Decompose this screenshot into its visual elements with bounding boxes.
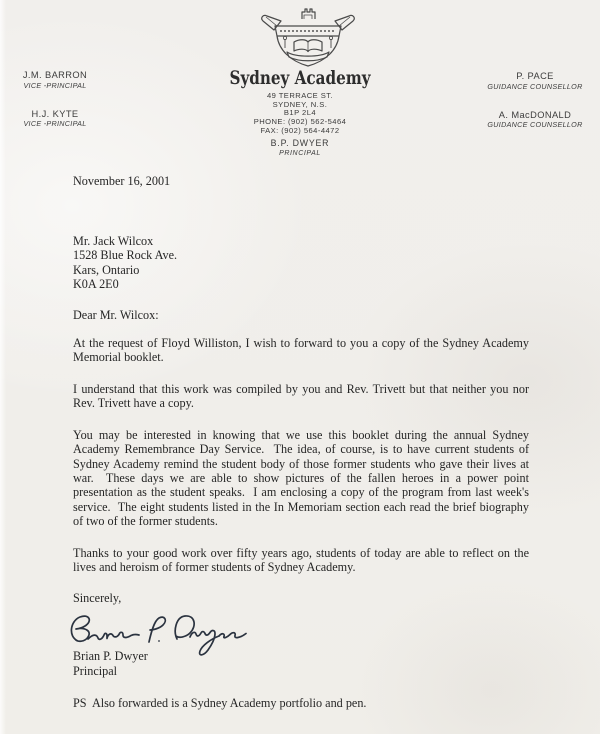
salutation: Dear Mr. Wilcox: <box>73 308 159 322</box>
body-paragraph-3: You may be interested in knowing that we use this booklet during the annual Sydney Academy Remembrance Day Service. The idea, of course, is to have current students of Sydney Academy remind the student body of those former students who gave their lives at war. These days we are able to show pictures of the fallen heroes in a power point presentation as the student speaks. I am enclosing a copy of the program from last week's service. The eight students listed in the In Memoriam section each read the brief biography of two of the former students. <box>73 428 533 529</box>
address-line: SYDNEY, N.S. <box>272 99 328 109</box>
address-line: B1P 2L4 <box>283 108 317 118</box>
address-line: 49 TERRACE ST. <box>266 91 334 100</box>
signer-name: Brian P. Dwyer <box>73 649 148 663</box>
body-paragraph-2: I understand that this work was compiled by you and Rev. Trivett but that neither you nor Rev. Trivett have a copy. <box>73 382 533 411</box>
staff-name: A. MacDONALD <box>498 109 572 120</box>
postscript: PS Also forwarded is a Sydney Academy portfolio and pen. <box>73 696 367 710</box>
closing: Sincerely, <box>73 591 122 605</box>
staff-title: VICE -PRINCIPAL <box>23 80 87 90</box>
recipient-address <box>73 234 529 291</box>
recipient-line: 1528 Blue Rock Ave. <box>73 248 178 263</box>
recipient-line: Kars, Ontario <box>73 262 140 277</box>
staff-entry <box>480 71 590 91</box>
principal-title: PRINCIPAL <box>279 149 321 157</box>
staff-title: VICE -PRINCIPAL <box>23 119 87 128</box>
staff-name: J.M. BARRON <box>22 70 88 80</box>
staff-column-right <box>480 71 590 148</box>
staff-name: H.J. KYTE <box>31 108 79 119</box>
letter-date: November 16, 2001 <box>73 174 171 188</box>
signer-title: Principal <box>73 664 118 678</box>
recipient-line: K0A 2E0 <box>73 277 119 292</box>
staff-title: GUIDANCE COUNSELLOR <box>487 81 583 91</box>
staff-column-left <box>0 70 110 147</box>
staff-title: GUIDANCE COUNSELLOR <box>487 120 583 129</box>
principal-name: B.P. DWYER <box>270 138 330 148</box>
school-crest-icon <box>256 6 360 68</box>
staff-entry <box>0 70 110 90</box>
recipient-line: Mr. Jack Wilcox <box>73 234 154 248</box>
fax-line: FAX: (902) 564-4472 <box>260 125 340 135</box>
body-paragraph-1: At the request of Floyd Williston, I wish to forward to you a copy of the Sydney Academy Memorial booklet. <box>73 336 533 365</box>
phone-line: PHONE: (902) 562-5464 <box>253 117 347 127</box>
school-name: Sydney Academy <box>229 68 371 89</box>
staff-entry <box>0 109 110 129</box>
staff-entry <box>480 110 590 130</box>
staff-name: P. PACE <box>516 71 554 81</box>
body-paragraph-4: Thanks to your good work over fifty years ago, students of today are able to reflect on the lives and heroism of former students of Sydney Academy. <box>73 546 533 575</box>
